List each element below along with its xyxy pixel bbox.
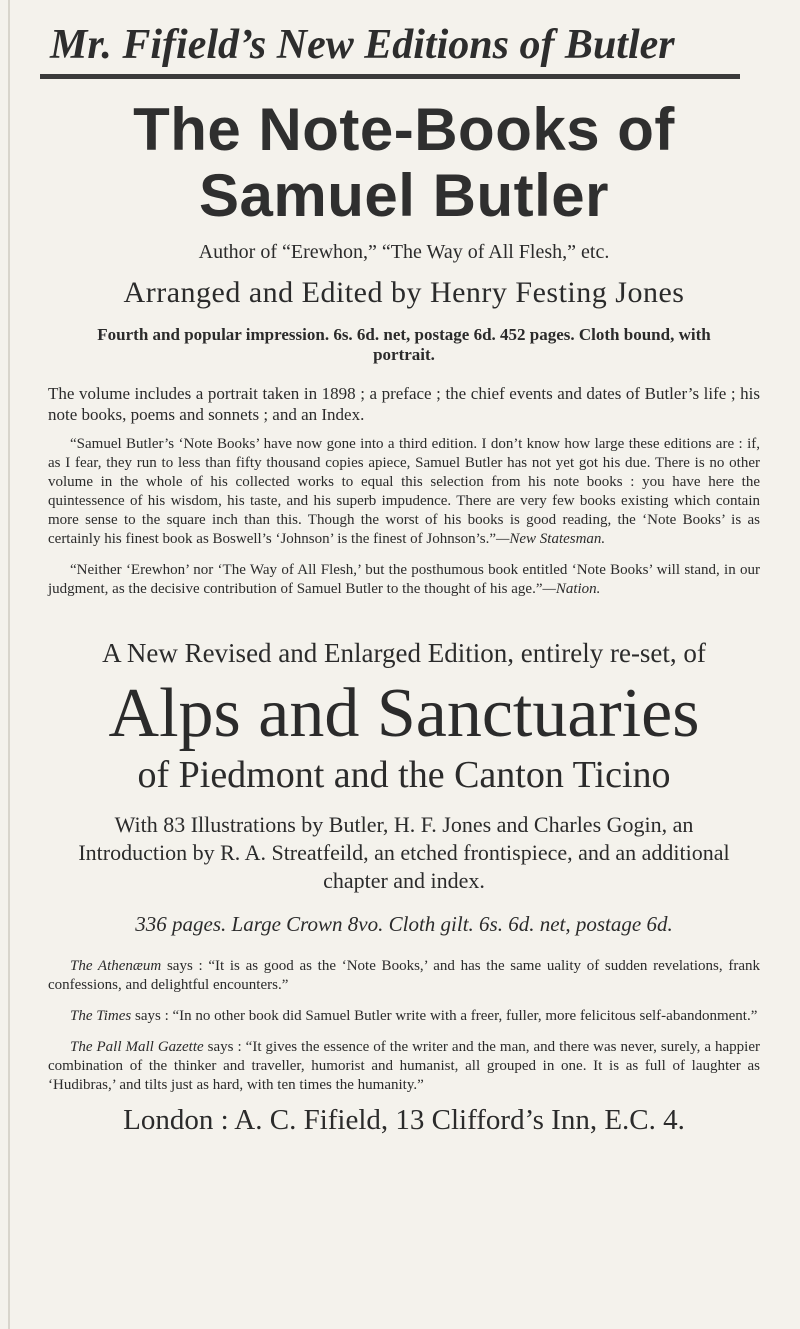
illustrations-line: With 83 Illustrations by Butler, H. F. Jones and Charles Gogin, an Introduction by R. A. Streatfeild, an etched frontispiece, and an additional chapter and index.: [78, 812, 730, 893]
quote-text: “Neither ‘Erewhon’ nor ‘The Way of All Flesh,’ but the posthumous book entitled ‘Note Books’ will stand, in our judgment, as the decisive contribution of Samuel Butler to the thought of his age.”: [48, 562, 760, 597]
publisher-imprint: London : A. C. Fifield, 13 Clifford’s Inn, E.C. 4.: [123, 1104, 685, 1136]
quote-text: “Samuel Butler’s ‘Note Books’ have now gone into a third edition. I don’t know how large these editions are : if, as I fear, they run to less than fifty thousand copies apiece, Samuel Butler has not yet got his due. There is no other volume in the whole of his collected works to equal this selection from his note books : you have here the quintessence of his wisdom, his taste, and his superb impudence. There are very few books existing which contain more sense to the square inch than this. Though the worst of his books is good reading, the ‘Note Books’ is as certainly his finest book as Boswell’s ‘Johnson’ is the finest of Johnson’s.”: [48, 436, 760, 547]
header-rule: [40, 74, 740, 79]
alps-title: Alps and Sanctuaries: [108, 675, 700, 752]
quote-source: —New Statesman.: [496, 531, 606, 547]
review-source: The Athenæum: [70, 958, 162, 974]
alps-price-line: 336 pages. Large Crown 8vo. Cloth gilt. 6s. 6d. net, postage 6d.: [135, 912, 673, 936]
revised-edition-line: A New Revised and Enlarged Edition, entirely re-set, of: [102, 638, 706, 668]
review-pall-mall: [48, 1038, 760, 1095]
review-text: says : “In no other book did Samuel Butler write with a freer, fuller, more felicitous self-abandonment.”: [131, 1008, 758, 1024]
notebooks-title: [48, 97, 760, 229]
quote-nation: [48, 561, 760, 599]
review-source: The Pall Mall Gazette: [70, 1039, 204, 1055]
review-text: says : “It is as good as the ‘Note Books,’ and has the same uality of sudden revelations, frank confessions, and delightful encounters.”: [48, 958, 760, 993]
review-source: The Times: [70, 1008, 132, 1024]
advertisement-page: [48, 20, 760, 1137]
quote-new-statesman: [48, 435, 760, 549]
author-line: Author of “Erewhon,” “The Way of All Flesh,” etc.: [198, 241, 610, 263]
notebooks-title-line1: The Note-Books of: [133, 96, 675, 163]
review-text: says : “It gives the essence of the writer and the man, and there was never, surely, a happier combination of the thinker and traveller, humorist and humanist, all grouped in one. It is as full of laughter as ‘Hudibras,’ and tilts just as hard, with ten times the humanity.”: [48, 1039, 760, 1093]
arranged-line: Arranged and Edited by Henry Festing Jones: [123, 276, 685, 309]
review-times: [48, 1007, 760, 1026]
notebooks-description: The volume includes a portrait taken in 1898 ; a preface ; the chief events and dates of Butler’s life ; his note books, poems and sonnets ; and an Index.: [48, 384, 760, 424]
quote-source: —Nation.: [542, 581, 601, 597]
impression-line: Fourth and popular impression. 6s. 6d. net, postage 6d. 452 pages. Cloth bound, with portrait.: [97, 325, 711, 364]
alps-subtitle: of Piedmont and the Canton Ticino: [137, 754, 671, 796]
notebooks-title-line2: Samuel Butler: [199, 162, 609, 229]
header-title: Mr. Fifield’s New Editions of Butler: [50, 22, 675, 68]
page-edge-rule: [8, 0, 10, 1329]
review-athenaeum: [48, 957, 760, 995]
